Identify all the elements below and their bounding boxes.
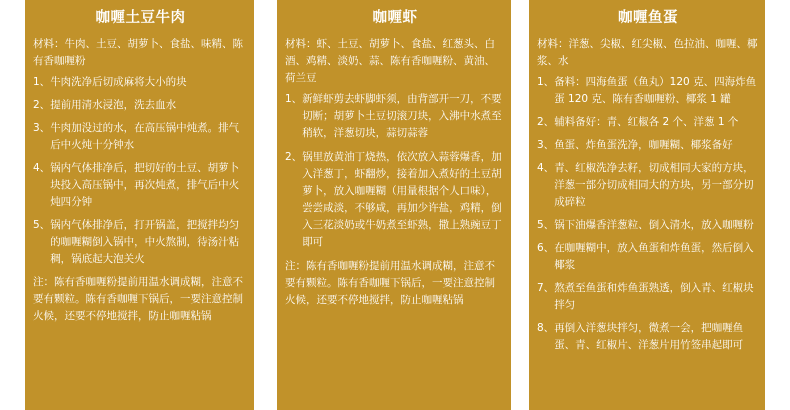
- recipe-card-curry-beef-potato: [25, 0, 254, 410]
- recipe-step: [537, 160, 759, 211]
- step-number: 2、: [285, 151, 303, 163]
- recipe-step: [285, 149, 505, 251]
- recipe-steps: [285, 91, 505, 251]
- step-text: 牛肉加没过的水，在高压锅中炖煮。排气后中火炖十分钟水: [50, 122, 240, 151]
- step-number: 6、: [537, 242, 555, 254]
- step-text: 锅内气体排净后，把切好的土豆、胡萝卜块投入高压锅中，再次炖煮，排气后中火炖四分钟: [50, 162, 240, 208]
- step-number: 1、: [537, 76, 555, 88]
- recipe-step: [537, 217, 759, 234]
- recipe-note: 注：陈有香咖喱粉提前用温水调成糊，注意不要有颗粒。陈有香咖喱下锅后，一要注意控制火候，还要不停地搅拌，防止咖喱粘锅: [33, 276, 243, 322]
- step-number: 8、: [537, 322, 555, 334]
- step-text: 在咖喱糊中，放入鱼蛋和炸鱼蛋，然后倒入椰浆: [554, 242, 754, 271]
- recipe-step: [537, 280, 759, 314]
- recipe-step: [33, 97, 248, 114]
- recipe-title: 咖喱虾: [372, 10, 418, 26]
- step-number: 1、: [33, 76, 51, 88]
- recipe-steps: [33, 74, 248, 268]
- recipe-step: [33, 74, 248, 91]
- step-text: 锅里放黄油丁烧热，依次放入蒜蓉爆香，加入洋葱丁，虾翻炒，接着加入煮好的土豆胡萝卜，放入咖喱糊（用量根据个人口味），尝尝咸淡，不够咸，再加少许盐，鸡精，倒入三花淡奶或牛奶煮至虾熟，撒上熟豌豆丁即可: [302, 151, 502, 248]
- step-number: 3、: [33, 122, 51, 134]
- recipe-step: [537, 74, 759, 108]
- step-number: 4、: [33, 162, 51, 174]
- recipe-step: [537, 137, 759, 154]
- step-text: 锅下油爆香洋葱粒、倒入清水，放入咖喱粉: [554, 219, 754, 231]
- recipe-title: 咖喱土豆牛肉: [95, 10, 186, 26]
- step-number: 2、: [33, 99, 51, 111]
- recipe-step: [537, 240, 759, 274]
- recipe-materials: 材料：牛肉、土豆、胡萝卜、食盐、味精、陈有香咖喱粉: [33, 38, 243, 67]
- step-text: 新鲜虾剪去虾脚虾须，由背部开一刀，不要切断；胡萝卜土豆切滚刀块，入沸中水煮至稍软，洋葱切块，蒜切蒜蓉: [302, 93, 502, 139]
- recipe-card-curry-shrimp: [277, 0, 511, 410]
- step-number: 1、: [285, 93, 303, 105]
- step-text: 牛肉洗净后切成麻将大小的块: [50, 76, 187, 88]
- step-number: 7、: [537, 282, 555, 294]
- step-number: 3、: [537, 139, 555, 151]
- recipe-note: 注：陈有香咖喱粉提前用温水调成糊，注意不要有颗粒。陈有香咖喱下锅后，一要注意控制火候，还要不停地搅拌，防止咖喱粘锅: [285, 260, 495, 306]
- step-number: 5、: [537, 219, 555, 231]
- step-text: 再倒入洋葱块拌匀，微煮一会，把咖喱鱼蛋、青、红椒片、洋葱片用竹签串起即可: [554, 322, 744, 351]
- recipe-step: [33, 160, 248, 211]
- step-number: 5、: [33, 219, 51, 231]
- recipe-step: [537, 320, 759, 354]
- step-text: 青、红椒洗净去籽，切成相同大家的方块，洋葱一部分切成相同大的方块，另一部分切成碎粒: [554, 162, 754, 208]
- recipe-materials: 材料：虾、土豆、胡萝卜、食盐、红葱头、白酒、鸡精、淡奶、蒜、陈有香咖喱粉、黄油、荷兰豆: [285, 38, 495, 84]
- recipe-step: [537, 114, 759, 131]
- recipe-card-curry-fish-balls: [529, 0, 765, 410]
- recipe-title: 咖喱鱼蛋: [618, 10, 678, 26]
- step-text: 熬煮至鱼蛋和炸鱼蛋熟透，倒入青、红椒块拌匀: [554, 282, 754, 311]
- recipe-step: [33, 120, 248, 154]
- step-text: 锅内气体排净后，打开锅盖，把搅拌均匀的咖喱糊倒入锅中，中火熬制，待汤汁粘稠，锅底起大泡关火: [50, 219, 240, 265]
- recipe-step: [33, 217, 248, 268]
- step-text: 鱼蛋、炸鱼蛋洗净，咖喱糊、椰浆备好: [554, 139, 733, 151]
- recipe-step: [285, 91, 505, 142]
- step-number: 2、: [537, 116, 555, 128]
- step-text: 辅料备好：青、红椒各 2 个、洋葱 1 个: [554, 116, 739, 128]
- step-text: 备料：四海鱼蛋（鱼丸）120 克、四海炸鱼蛋 120 克、陈有香咖喱粉、椰浆 1 罐: [554, 76, 757, 105]
- recipe-steps: [537, 74, 759, 354]
- step-number: 4、: [537, 162, 555, 174]
- step-text: 提前用清水浸泡，洗去血水: [50, 99, 177, 111]
- recipe-materials: 材料：洋葱、尖椒、红尖椒、色拉油、咖喱、椰浆、水: [537, 38, 758, 67]
